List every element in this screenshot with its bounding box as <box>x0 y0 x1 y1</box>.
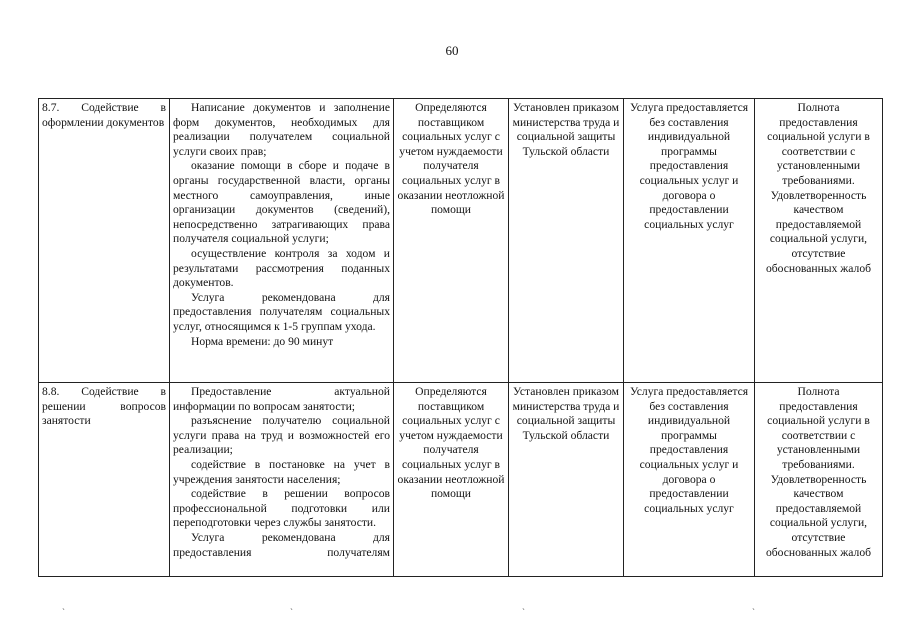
service-conditions: Услуга предоставляется без составления индивидуальной программы предоставления социальных услуг и договора о предоставлении социальных услуг <box>624 383 755 577</box>
service-volume: Определяются поставщиком социальных услуг с учетом нуждаемости получателя социальных услуг в оказании неотложной помощи <box>394 99 509 383</box>
description-paragraph: содействие в решении вопросов профессиональной подготовки или переподготовки через службы занятости. <box>173 487 390 530</box>
service-quality: Полнота предоставления социальной услуги в соответствии с установленными требованиями. Удовлетворенность качеством предоставляемой социальной услуги, отсутствие обоснованных жалоб <box>755 383 883 577</box>
table-row <box>39 99 883 383</box>
description-paragraph: Предоставление актуальной информации по вопросам занятости; <box>173 385 390 413</box>
table-row <box>39 383 883 577</box>
service-volume: Определяются поставщиком социальных услуг с учетом нуждаемости получателя социальных услуг в оказании неотложной помощи <box>394 383 509 577</box>
description-paragraph: осуществление контроля за ходом и результатами рассмотрения поданных документов. <box>173 246 390 290</box>
service-tariff: Установлен приказом министерства труда и социальной защиты Тульской области <box>509 383 624 577</box>
description-paragraph: содействие в постановке на учет в учреждения занятости населения; <box>173 457 390 486</box>
service-description <box>170 383 394 577</box>
service-quality: Полнота предоставления социальной услуги в соответствии с установленными требованиями. Удовлетворенность качеством предоставляемой социальной услуги, отсутствие обоснованных жалоб <box>755 99 883 383</box>
description-paragraph: оказание помощи в сборе и подаче в органы государственной власти, органы местного самоуправления, иные организации документов (сведений), непосредственно затрагивающих права получателя социальной услуги; <box>173 159 390 246</box>
description-paragraph: Норма времени: до 90 минут <box>191 334 334 348</box>
service-conditions: Услуга предоставляется без составления индивидуальной программы предоставления социальных услуг и договора о предоставлении социальных услуг <box>624 99 755 383</box>
scan-marks: ˋ ˋ ˋ ˋ <box>62 607 755 617</box>
service-title: 8.8. Содействие в решении вопросов занятости <box>39 383 170 577</box>
service-title: 8.7. Содействие в оформлении документов <box>39 99 170 383</box>
description-paragraph: разъяснение получателю социальной услуги права на труд и возможностей его реализации; <box>173 414 390 457</box>
services-table <box>38 98 883 577</box>
page-number: 60 <box>445 43 459 58</box>
service-description <box>170 99 394 383</box>
description-paragraph: Услуга рекомендована для предоставления получателям социальных услуг, относящимся к 1-5 группам ухода. <box>173 290 390 333</box>
description-paragraph: Услуга рекомендована для предоставления получателям <box>173 530 390 559</box>
service-tariff: Установлен приказом министерства труда и социальной защиты Тульской области <box>509 99 624 383</box>
description-paragraph: Написание документов и заполнение форм документов, необходимых для реализации получателем социальной услуги своих прав; <box>173 101 390 158</box>
